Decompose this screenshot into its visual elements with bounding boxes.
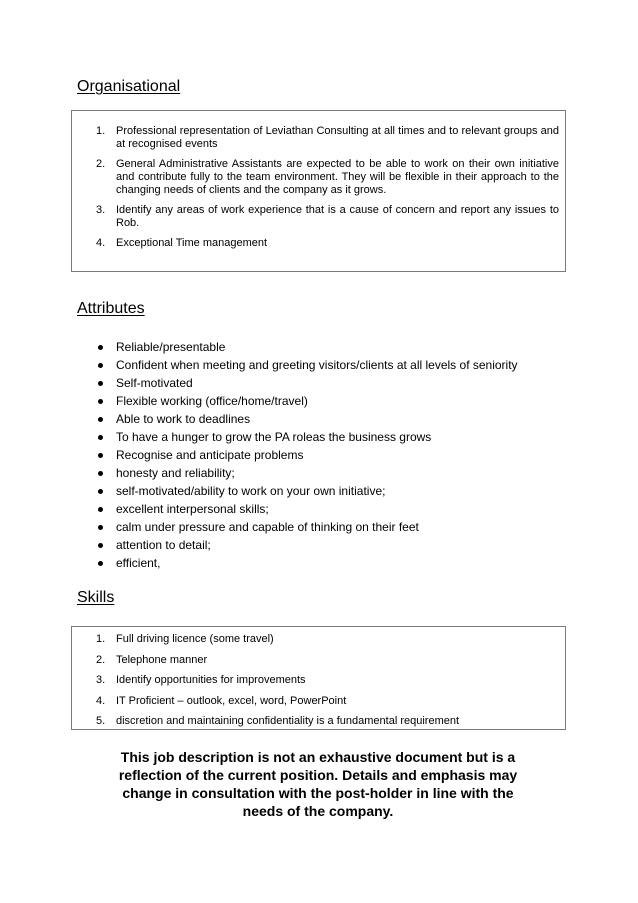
skills-list <box>72 629 565 732</box>
list-item <box>95 464 518 482</box>
item-text: honesty and reliability; <box>116 466 235 480</box>
item-text: IT Proficient – outlook, excel, word, PowerPoint <box>116 694 347 707</box>
list-item <box>72 629 565 650</box>
item-text: discretion and maintaining confidentiality is a fundamental requirement <box>116 715 460 727</box>
item-number: 5. <box>96 715 106 727</box>
item-text: Able to work to deadlines <box>116 412 251 426</box>
item-text: Identify opportunities for improvements <box>116 674 306 686</box>
item-number: 3. <box>96 674 106 686</box>
bullet-icon <box>98 561 103 566</box>
organisational-box <box>71 110 566 272</box>
list-item <box>72 237 565 250</box>
item-text: Identify any areas of work experience that is a cause of concern and report any issues to Rob. <box>116 204 559 229</box>
list-item <box>72 125 565 151</box>
item-number: 2. <box>96 158 106 170</box>
item-text: Professional representation of Leviathan Consulting at all times and to relevant groups and at recognised events <box>116 125 559 150</box>
list-item <box>95 410 518 428</box>
item-text: attention to detail; <box>116 538 211 552</box>
skills-heading: Skills <box>77 589 115 606</box>
list-item <box>95 482 518 500</box>
list-item <box>95 374 518 392</box>
list-item <box>95 338 518 356</box>
item-number: 4. <box>96 694 106 707</box>
bullet-icon <box>98 471 103 476</box>
item-text: Full driving licence (some travel) <box>116 633 274 645</box>
disclaimer-note: This job description is not an exhaustive document but is a reflection of the current position. Details and emphasis may change in consultation with the post-holder in line with the needs of the company. <box>118 749 518 819</box>
item-text: Self-motivated <box>116 376 193 390</box>
item-text: efficient, <box>116 556 161 570</box>
list-item <box>72 158 565 197</box>
bullet-icon <box>98 381 103 386</box>
item-text: self-motivated/ability to work on your own initiative; <box>116 484 386 498</box>
list-item <box>95 518 518 536</box>
list-item <box>95 356 518 374</box>
item-number: 1. <box>96 125 106 137</box>
bullet-icon <box>98 363 103 368</box>
item-number: 4. <box>96 237 106 249</box>
bullet-icon <box>98 453 103 458</box>
attributes-heading: Attributes <box>77 300 145 317</box>
list-item <box>95 446 518 464</box>
item-text: excellent interpersonal skills; <box>116 502 269 516</box>
list-item <box>95 428 518 446</box>
item-number: 3. <box>96 204 106 216</box>
item-text: General Administrative Assistants are expected to be able to work on their own initiative and contribute fully to the team environment. They will be flexible in their approach to the changing needs of clients and the company as it grows. <box>116 158 559 196</box>
organisational-heading: Organisational <box>77 78 181 95</box>
item-text: Recognise and anticipate problems <box>116 448 304 462</box>
organisational-list <box>72 125 565 250</box>
bullet-icon <box>98 525 103 530</box>
attributes-list <box>95 338 518 572</box>
bullet-icon <box>98 345 103 350</box>
item-text: Exceptional Time management <box>116 237 268 249</box>
item-text: Telephone manner <box>116 653 208 666</box>
list-item <box>72 650 565 671</box>
item-text: Confident when meeting and greeting visitors/clients at all levels of seniority <box>116 358 518 372</box>
bullet-icon <box>98 507 103 512</box>
skills-box <box>71 626 566 730</box>
bullet-icon <box>98 543 103 548</box>
list-item <box>72 711 565 732</box>
item-text: Reliable/presentable <box>116 340 226 354</box>
bullet-icon <box>98 417 103 422</box>
list-item <box>95 500 518 518</box>
item-number: 2. <box>96 653 106 666</box>
bullet-icon <box>98 435 103 440</box>
list-item <box>95 536 518 554</box>
item-number: 1. <box>96 633 106 645</box>
item-text: calm under pressure and capable of thinking on their feet <box>116 520 419 534</box>
list-item <box>95 554 518 572</box>
list-item <box>72 204 565 230</box>
bullet-icon <box>98 399 103 404</box>
item-text: To have a hunger to grow the PA roleas the business grows <box>116 430 432 444</box>
bullet-icon <box>98 489 103 494</box>
list-item <box>95 392 518 410</box>
list-item <box>72 691 565 712</box>
list-item <box>72 670 565 691</box>
item-text: Flexible working (office/home/travel) <box>116 394 308 408</box>
